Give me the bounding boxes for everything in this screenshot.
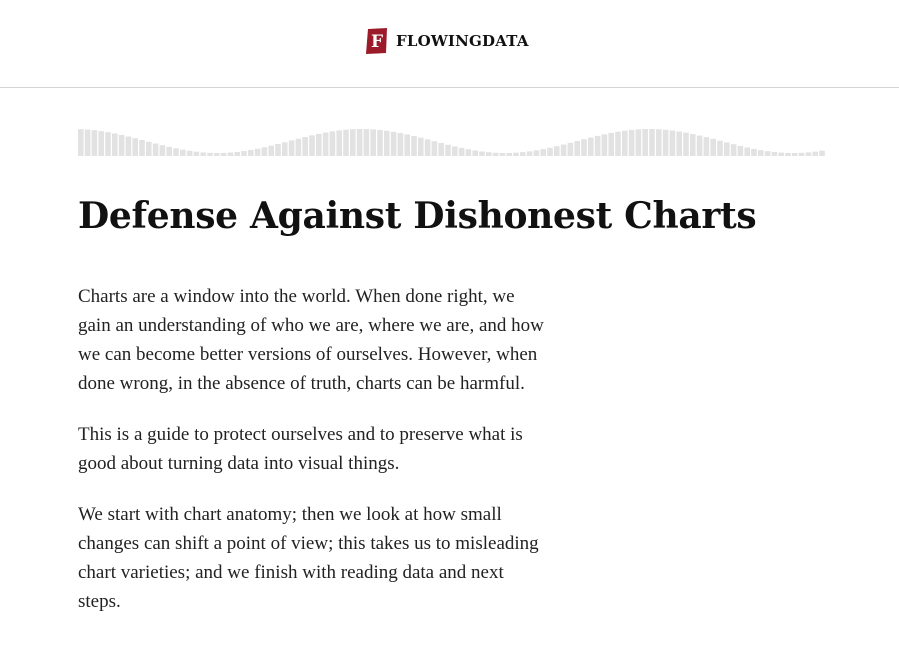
decor-bar xyxy=(772,152,778,156)
decor-bar xyxy=(479,151,485,156)
decor-bar xyxy=(166,147,172,156)
decor-bar xyxy=(262,147,268,156)
decor-bar xyxy=(296,139,302,156)
decor-bar xyxy=(241,151,247,156)
decor-bar xyxy=(85,130,91,156)
decor-bar xyxy=(608,133,614,156)
decor-bar xyxy=(500,153,506,156)
decor-bar xyxy=(445,145,451,156)
decor-bar xyxy=(554,146,560,156)
decor-bar xyxy=(228,153,234,156)
decor-bar xyxy=(595,136,601,156)
decor-bar xyxy=(472,150,478,156)
decor-bar xyxy=(248,150,254,156)
decor-bar xyxy=(540,149,546,156)
decor-bar xyxy=(132,138,138,156)
intro-paragraph-3: We start with chart anatomy; then we look at how small changes can shift a point of view; this takes us to misleading chart varieties; and we finish with reading data and next steps. xyxy=(78,504,539,612)
page-title: Defense Against Dishonest Charts xyxy=(78,195,757,237)
intro-paragraph-2: This is a guide to protect ourselves and to preserve what is good about turning data into visual things. xyxy=(78,424,523,474)
decor-bar xyxy=(670,130,676,156)
decor-bar xyxy=(799,153,805,156)
decorative-bar-wave xyxy=(78,126,826,156)
decor-bar xyxy=(649,129,655,156)
decor-bar xyxy=(561,145,567,156)
decor-bar xyxy=(418,138,424,156)
decor-bar xyxy=(690,134,696,156)
decor-bar xyxy=(411,136,417,156)
decor-bar xyxy=(710,139,716,156)
site-header xyxy=(0,0,899,88)
decor-bar xyxy=(112,133,118,156)
decor-bar xyxy=(452,146,458,156)
decor-bar xyxy=(602,134,608,156)
decor-bar xyxy=(588,138,594,156)
decor-bar xyxy=(704,137,710,156)
decor-bar xyxy=(255,149,261,156)
decor-bar xyxy=(302,137,308,156)
decor-bar xyxy=(126,137,132,156)
intro-paragraph-1: Charts are a window into the world. When done right, we gain an understanding of who we are, where we are, and how we can become better versions of ourselves. However, when done wrong, in the absence of truth, charts can be harmful. xyxy=(78,286,544,394)
decor-bar xyxy=(425,139,431,156)
decor-bar xyxy=(506,153,512,156)
decor-bar xyxy=(676,131,682,156)
decor-bar xyxy=(370,129,376,156)
decor-bar xyxy=(466,149,472,156)
decor-bar xyxy=(153,144,159,156)
decor-bar xyxy=(819,151,825,156)
decor-bar xyxy=(146,142,152,156)
decor-bar xyxy=(459,148,465,156)
decor-bar xyxy=(765,151,771,156)
decor-bar xyxy=(330,131,336,156)
decor-bar xyxy=(336,130,342,156)
decor-bar xyxy=(683,133,689,156)
decor-bar xyxy=(357,129,363,156)
decor-bar xyxy=(493,153,499,156)
decor-bar xyxy=(391,132,397,156)
decor-bar xyxy=(731,144,737,156)
decor-bar xyxy=(438,143,444,156)
flowingdata-logo-icon xyxy=(366,28,388,54)
logo-wordmark: FLOWINGDATA xyxy=(396,32,529,50)
decor-bar xyxy=(656,129,662,156)
decor-bar xyxy=(316,134,322,156)
decor-bar xyxy=(289,141,295,157)
decor-bar xyxy=(581,139,587,156)
decor-bar xyxy=(520,152,526,156)
decor-bar xyxy=(527,151,533,156)
decor-bar xyxy=(574,141,580,156)
decor-bar xyxy=(343,130,349,156)
decor-bar xyxy=(642,129,648,156)
decor-bar xyxy=(200,152,206,156)
decor-bar xyxy=(275,144,281,156)
decor-bar xyxy=(350,129,356,156)
decor-bar xyxy=(214,153,220,156)
decor-bar xyxy=(806,152,812,156)
decor-bar xyxy=(778,153,784,156)
decor-bar xyxy=(724,142,730,156)
decor-bar xyxy=(173,148,179,156)
decor-bar xyxy=(534,150,540,156)
decor-bar xyxy=(568,143,574,156)
decor-bar xyxy=(282,142,288,156)
decor-bar xyxy=(221,153,227,156)
decor-bar xyxy=(744,147,750,156)
decor-bar xyxy=(92,130,98,156)
decor-bar xyxy=(758,150,764,156)
decor-bar xyxy=(398,133,404,156)
decor-bar xyxy=(717,141,723,156)
decor-bar xyxy=(792,153,798,156)
decor-bar xyxy=(323,133,329,156)
decor-bar xyxy=(187,151,193,156)
decor-bar xyxy=(432,141,438,156)
decor-bar xyxy=(180,150,186,156)
decor-bar xyxy=(812,152,818,156)
decor-bar xyxy=(309,135,315,156)
decor-bar xyxy=(377,130,383,156)
decor-bar xyxy=(547,148,553,156)
decor-bar xyxy=(622,131,628,156)
decor-bar xyxy=(404,134,410,156)
decor-bar xyxy=(751,149,757,156)
decor-bar xyxy=(234,152,240,156)
site-logo[interactable] xyxy=(366,28,529,54)
decor-bar xyxy=(160,145,166,156)
decor-bar xyxy=(629,130,635,156)
decor-bar xyxy=(785,153,791,156)
decor-bar xyxy=(268,146,274,156)
decor-bar xyxy=(697,136,703,156)
decor-bar xyxy=(486,152,492,156)
decor-bar xyxy=(119,135,125,156)
decor-bar xyxy=(738,146,744,156)
decor-bar xyxy=(78,129,84,156)
decor-bar xyxy=(384,131,390,156)
decor-bar xyxy=(207,153,213,156)
decor-bar xyxy=(364,129,370,156)
decor-bar xyxy=(615,132,621,156)
article-intro xyxy=(78,282,548,638)
decor-bar xyxy=(636,129,642,156)
decor-bar xyxy=(98,131,104,156)
decor-bar xyxy=(139,140,145,156)
decor-bar xyxy=(105,132,111,156)
logo-letter: F xyxy=(370,32,384,52)
decor-bar xyxy=(194,152,200,156)
decor-bar xyxy=(663,130,669,156)
decor-bar xyxy=(513,153,519,156)
